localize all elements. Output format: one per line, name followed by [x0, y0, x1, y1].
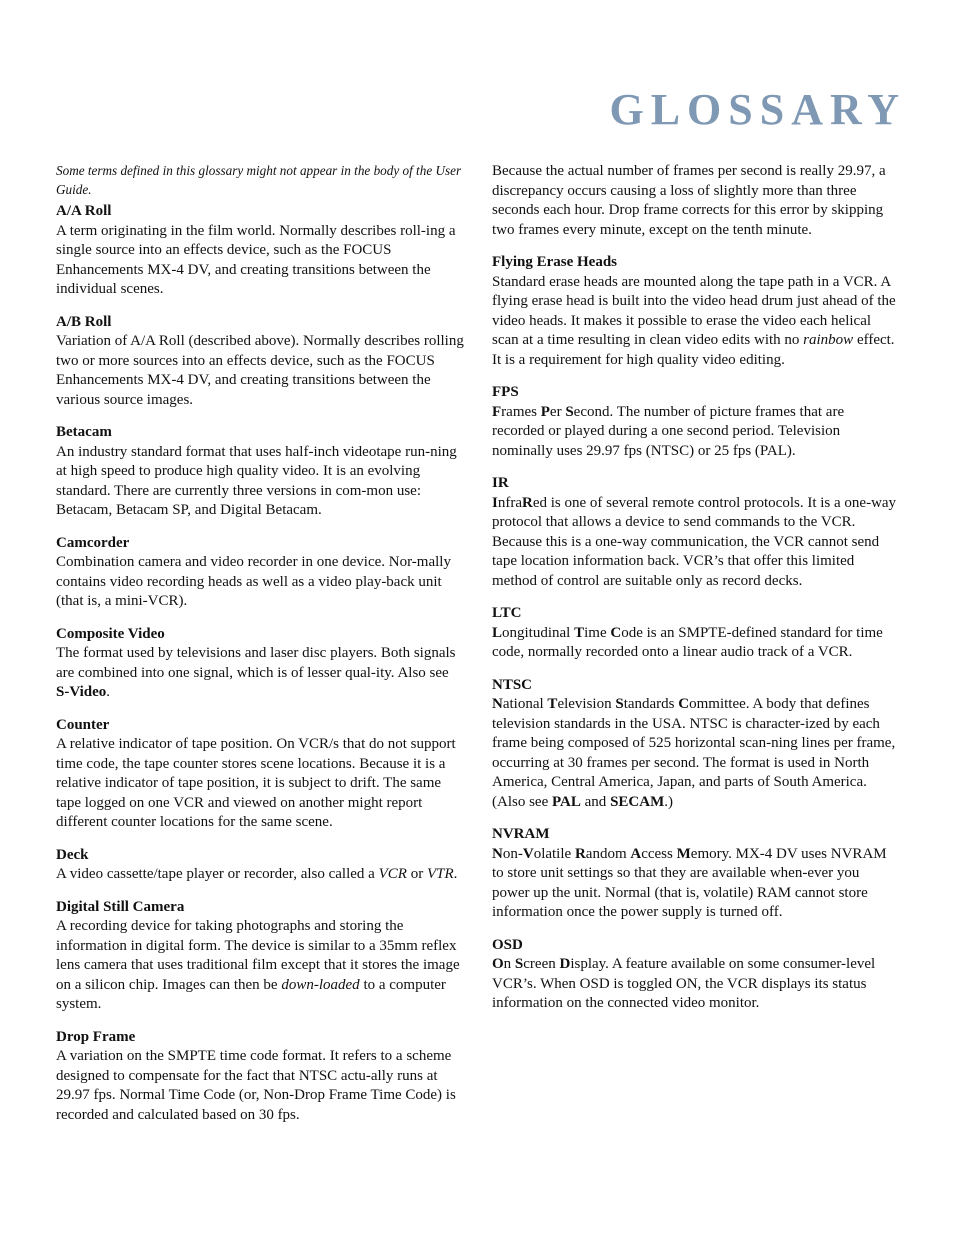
glossary-term: NTSC [492, 676, 533, 693]
definition-text: to a computer system. [56, 976, 446, 1012]
definition-text: and [580, 793, 611, 810]
definition-text: Standard erase heads are mounted along the tape path in a VCR. A flying erase head is built into the video head drum just ahead of the video heads. It makes it possible to erase the video each helical scan at a time resulting in clean video edits with no [492, 273, 896, 348]
glossary-entry-ltc [492, 604, 900, 663]
definition-text: S [514, 956, 524, 972]
glossary-entry-osd [492, 936, 900, 1014]
glossary-definition [492, 273, 900, 371]
definition-text: T [574, 624, 585, 641]
glossary-term: IR [492, 475, 509, 491]
glossary-term: Composite Video [56, 625, 165, 642]
definition-text: creen [523, 956, 560, 972]
glossary-definition [56, 222, 464, 300]
glossary-entry-nvram [492, 825, 900, 923]
definition-text: C [678, 696, 690, 712]
definition-text: A term originating in the film world. Normally describes roll-ing a single source into an effects device, such as the FOCUS Enhancements MX-4 DV, and creating transitions between the individual scenes. [56, 222, 456, 297]
definition-text: D [559, 956, 571, 972]
definition-text: elevision [557, 696, 616, 712]
definition-text: An industry standard format that uses half-inch videotape run-ning at high speed to produce high quality video. It is an evolving standard. There are currently three versions in com-mon use: Betacam, Betacam SP, and Digital Betacam. [56, 443, 457, 518]
definition-text: isplay. A feature available on some consumer-level VCR’s. When OSD is toggled ON, the VCR displays its status information on the connected video monitor. [492, 956, 876, 1011]
definition-text: N [492, 845, 503, 862]
definition-text: R [574, 845, 586, 862]
glossary-entry-camcorder [56, 534, 464, 612]
definition-text: ode is an SMPTE-defined standard for time code, normally recorded onto a linear audio track of a VCR. [492, 624, 883, 660]
definition-text: S [565, 403, 574, 420]
definition-text: P [540, 403, 550, 420]
glossary-definition [56, 644, 464, 703]
glossary-term: NVRAM [492, 826, 550, 842]
definition-text: O [492, 956, 504, 972]
glossary-definition [56, 1047, 464, 1125]
definition-text: L [492, 624, 503, 641]
definition-text: A recording device for taking photographs and storing the information in digital form. The device is similar to a 35mm reflex lens camera that uses traditional film except that it stores the image on a silicon chip. Images can then be [56, 918, 460, 993]
glossary-entry-a-a-roll [56, 202, 464, 300]
glossary-entry-ntsc [492, 676, 900, 813]
right-column [492, 162, 900, 1027]
drop-frame-continuation: Because the actual number of frames per second is really 29.97, a discrepancy occurs causing a loss of slightly more than three seconds each hour. Drop frame corrects for this error by skipping two frames every minute, except on the tenth minute. [492, 163, 886, 238]
definition-text: econd. The number of picture frames that are recorded or played during a one second period. Television nominally uses 29.97 fps (NTSC) or 25 fps (PAL). [492, 403, 845, 459]
definition-text: F [492, 403, 502, 420]
definition-text: A variation on the SMPTE time code format. It refers to a scheme designed to compensate for the fact that NTSC actu-ally runs at 29.97 fps. Normal Time Code (or, Non-Drop Frame Time Code) is recorded and calculated based on 30 fps. [56, 1048, 456, 1123]
definition-text: R [522, 494, 533, 511]
definition-text: er [549, 403, 566, 420]
glossary-entry-digital-still-camera [56, 898, 464, 1015]
definition-text: VTR [426, 866, 454, 882]
glossary-term: LTC [492, 605, 522, 621]
glossary-term: Deck [56, 846, 89, 863]
page-title: GLOSSARY [609, 85, 906, 134]
definition-text: S [615, 696, 624, 712]
definition-text: effect. It is a requirement for high quality video editing. [492, 332, 895, 368]
definition-text: A relative indicator of tape position. On VCR/s that do not support time code, the tape counter stores scene locations. Because it is a relative indicator of tape position, it is subject to drift. The same tape logged on one VCR and viewed on another might report different counter locations for the same scene. [56, 736, 456, 830]
glossary-entry-deck [56, 846, 464, 885]
glossary-term: Flying Erase Heads [492, 254, 618, 270]
definition-text: The format used by televisions and laser disc players. Both signals are combined into one signal, which is of lesser qual-ity. Also see [56, 645, 456, 681]
definition-text: rames [501, 403, 541, 420]
definition-text: ational [502, 696, 548, 712]
glossary-term: Camcorder [56, 534, 130, 551]
glossary-entry-composite-video [56, 625, 464, 703]
definition-text: ed is one of several remote control protocols. It is a one-way protocol that allows a device to send commands to the VCR. Because this is a one-way communication, the VCR cannot send tape location information back. VCR’s that offer this limited method of control are suitable only as record decks. [492, 494, 897, 589]
glossary-term: FPS [492, 384, 519, 400]
definition-text: nfra [497, 494, 522, 511]
definition-text: .) [664, 793, 673, 810]
definition-text: S-Video [56, 684, 107, 700]
glossary-term: A/B Roll [56, 313, 112, 330]
definition-text: rainbow [803, 332, 854, 348]
definition-text: n [503, 956, 515, 972]
glossary-entry-a-b-roll [56, 313, 464, 411]
glossary-entry-fps [492, 383, 900, 461]
definition-text: A video cassette/tape player or recorder, also called a [56, 866, 379, 882]
glossary-definition [492, 494, 900, 592]
glossary-entry-betacam [56, 423, 464, 521]
glossary-term: A/A Roll [56, 203, 112, 219]
glossary-term: Counter [56, 716, 110, 733]
glossary-term: Betacam [56, 424, 112, 440]
definition-text: . [106, 684, 111, 700]
glossary-entry-flying-erase-heads [492, 253, 900, 370]
glossary-definition [56, 332, 464, 410]
definition-text: tandards [623, 696, 679, 712]
definition-text: emory. MX-4 DV uses NVRAM to store unit settings so that they are available when-ever you power up the unit. Normal (that is, volatile) RAM cannot store information once the power supply is turned off. [492, 845, 887, 920]
glossary-intro-note: Some terms defined in this glossary might not appear in the body of the User Guide. [56, 163, 462, 197]
definition-text: olatile [533, 845, 575, 862]
definition-text: down-loaded [281, 976, 360, 993]
glossary-definition [492, 955, 900, 1014]
definition-text: VCR [378, 866, 407, 882]
glossary-entry-counter [56, 716, 464, 833]
definition-text: M [676, 845, 691, 862]
definition-text: ccess [641, 845, 677, 862]
left-column [56, 162, 464, 1138]
glossary-definition [56, 735, 464, 833]
definition-text: ommittee. A body that defines television standards in the USA. NTSC is character-ized by each frame being composed of 525 horizontal scan-ning lines per frame, occurring at 30 frames per second. The format is used in North America, Central America, Japan, and parts of South America. (Also see [492, 696, 896, 810]
glossary-definition [492, 845, 900, 923]
glossary-definition [56, 917, 464, 1015]
glossary-definition [56, 553, 464, 612]
glossary-entry-drop-frame [56, 1028, 464, 1126]
definition-text: Combination camera and video recorder in one device. Nor-mally contains video recording heads as well as a video play-back unit (that is, a mini-VCR). [56, 554, 451, 609]
glossary-term: Drop Frame [56, 1028, 136, 1045]
definition-text: C [610, 624, 622, 641]
definition-text: N [492, 696, 503, 712]
definition-text: on- [502, 845, 523, 862]
definition-text: ongitudinal [502, 624, 575, 641]
glossary-definition [492, 403, 900, 462]
glossary-entry-ir [492, 474, 900, 591]
glossary-definition [492, 624, 900, 663]
glossary-definition [56, 443, 464, 521]
definition-text: I [492, 494, 498, 511]
definition-text: . [453, 866, 458, 882]
definition-text: PAL [552, 793, 581, 810]
left-entry-list [56, 202, 464, 1125]
definition-text: T [547, 696, 558, 712]
glossary-term: Digital Still Camera [56, 898, 185, 915]
glossary-definition [56, 865, 464, 885]
definition-text: A [630, 845, 642, 862]
definition-text: Variation of A/A Roll (described above). Normally describes rolling two or more sources into an effects device, such as the FOCUS Enhancements MX-4 DV, and creating transitions between the various source images. [56, 333, 464, 408]
definition-text: or [406, 866, 427, 882]
glossary-definition [492, 695, 900, 812]
glossary-term: OSD [492, 936, 523, 953]
right-entry-list [492, 253, 900, 1014]
definition-text: ime [584, 624, 611, 641]
definition-text: V [522, 845, 534, 862]
definition-text: SECAM [610, 793, 665, 810]
definition-text: andom [585, 845, 631, 862]
